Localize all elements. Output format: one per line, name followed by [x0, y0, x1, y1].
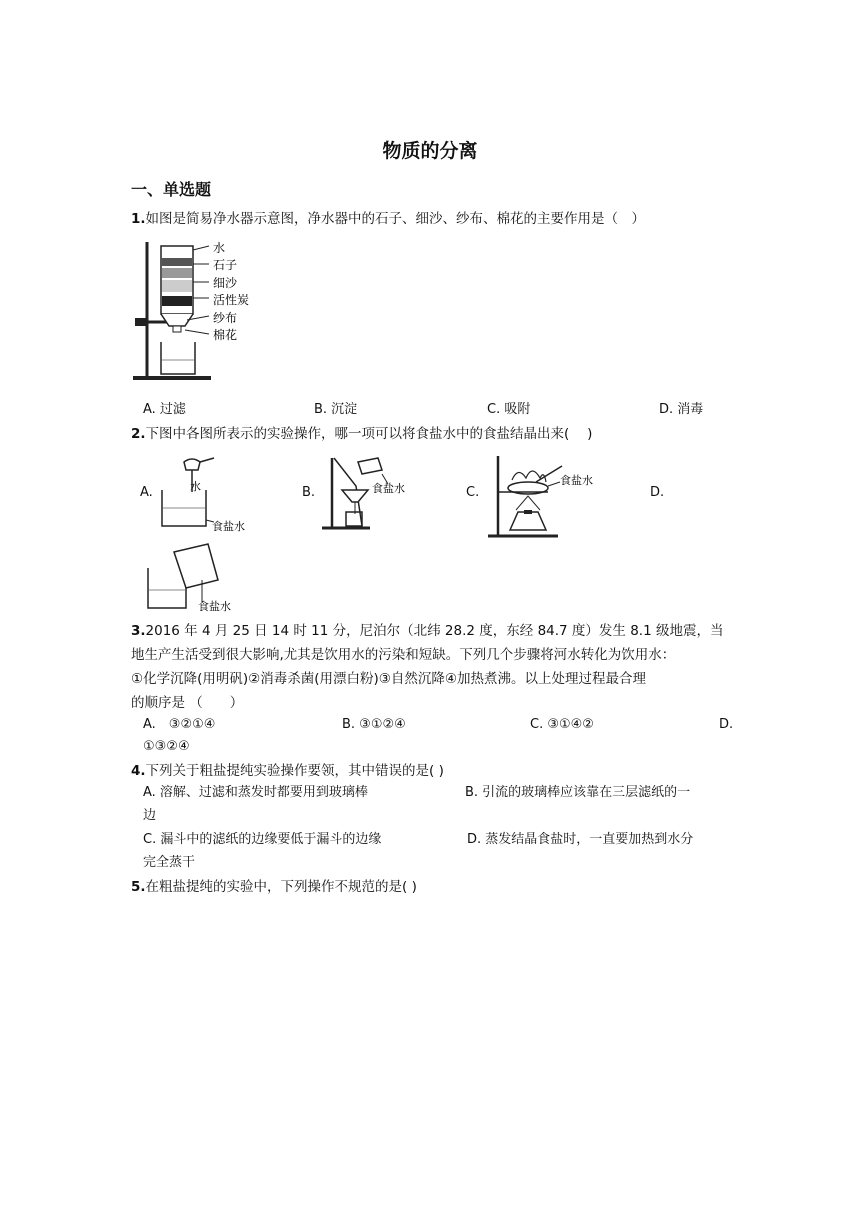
label-water: 水: [213, 241, 226, 255]
q3-option-a[interactable]: A. ③②①④: [143, 717, 216, 732]
question-3-line-1: [131, 619, 723, 643]
question-number: 3.: [131, 623, 146, 639]
q1-option-b[interactable]: B. 沉淀: [314, 402, 358, 417]
question-3-line-3: ①化学沉降(用明矾)②消毒杀菌(用漂白粉)③自然沉降④加热煮沸。以上处理过程最合理: [131, 671, 646, 687]
question-1: [131, 207, 645, 231]
label-activated-carbon: 活性炭: [213, 293, 250, 307]
q2-option-c[interactable]: C.: [466, 485, 480, 500]
q1-option-a[interactable]: A. 过滤: [143, 402, 186, 417]
label-salt-water: 食盐水: [212, 520, 245, 533]
water-purifier-figure: [131, 238, 271, 384]
q4-option-a[interactable]: A. 溶解、过滤和蒸发时都要用到玻璃棒: [143, 785, 368, 800]
question-number: 1.: [131, 211, 146, 227]
label-water: 水: [190, 480, 201, 493]
label-salt-water: 食盐水: [560, 474, 593, 487]
q4-option-c[interactable]: C. 漏斗中的滤纸的边缘要低于漏斗的边缘: [143, 832, 382, 847]
question-text: 在粗盐提纯的实验中，下列操作不规范的是( ): [145, 879, 417, 895]
q4-option-b-cont: 边: [143, 808, 157, 823]
q3-option-b[interactable]: B. ③①②④: [342, 717, 406, 732]
q2-option-b[interactable]: B.: [302, 485, 316, 500]
q2-option-a[interactable]: A.: [140, 485, 153, 500]
label-salt-water: 食盐水: [372, 482, 405, 495]
label-gauze: 纱布: [213, 311, 238, 325]
question-number: 4.: [131, 763, 146, 779]
label-cotton: 棉花: [213, 328, 238, 342]
question-text: 2016 年 4 月 25 日 14 时 11 分，尼泊尔（北纬 28.2 度，东经 84.7 度）发生 8.1 级地震，当: [145, 623, 724, 639]
q1-option-c[interactable]: C. 吸附: [487, 402, 531, 417]
page-title: 物质的分离: [382, 140, 478, 162]
q3-option-d[interactable]: D.: [719, 717, 734, 732]
q4-option-d-cont: 完全蒸干: [143, 855, 196, 870]
question-text: 如图是简易净水器示意图，净水器中的石子、细沙、纱布、棉花的主要作用是（ ）: [145, 211, 646, 227]
q4-option-d[interactable]: D. 蒸发结晶食盐时，一直要加热到水分: [467, 832, 694, 847]
q1-option-d[interactable]: D. 消毒: [659, 402, 704, 417]
question-3-line-4: 的顺序是 （ ）: [131, 695, 244, 711]
question-2: [131, 422, 592, 446]
figure-c-evaporation: [488, 452, 608, 540]
question-number: 5.: [131, 879, 146, 895]
question-text: 下图中各图所表示的实验操作，哪一项可以将食盐水中的食盐结晶出来( ): [145, 426, 593, 442]
question-3-line-2: 地生产生活受到很大影响,尤其是饮用水的污染和短缺。下列几个步骤将河水转化为饮用水：: [131, 647, 676, 663]
figure-b-filtration: [322, 456, 422, 532]
q3-option-c[interactable]: C. ③①④②: [530, 717, 594, 732]
figure-d-pouring: [142, 540, 252, 616]
label-stones: 石子: [213, 258, 238, 272]
question-text: 下列关于粗盐提纯实验操作要领，其中错误的是( ): [145, 763, 444, 779]
question-4: [131, 759, 444, 783]
q3-option-d-value: ①③②④: [143, 739, 190, 754]
label-fine-sand: 细沙: [213, 276, 238, 290]
label-salt-water: 食盐水: [198, 600, 231, 613]
figure-a-dissolving: [156, 456, 256, 532]
q2-option-d[interactable]: D.: [650, 485, 665, 500]
question-5: [131, 875, 417, 899]
section-heading: 一、单选题: [131, 180, 212, 199]
question-number: 2.: [131, 426, 146, 442]
q4-option-b[interactable]: B. 引流的玻璃棒应该靠在三层滤纸的一: [465, 785, 691, 800]
